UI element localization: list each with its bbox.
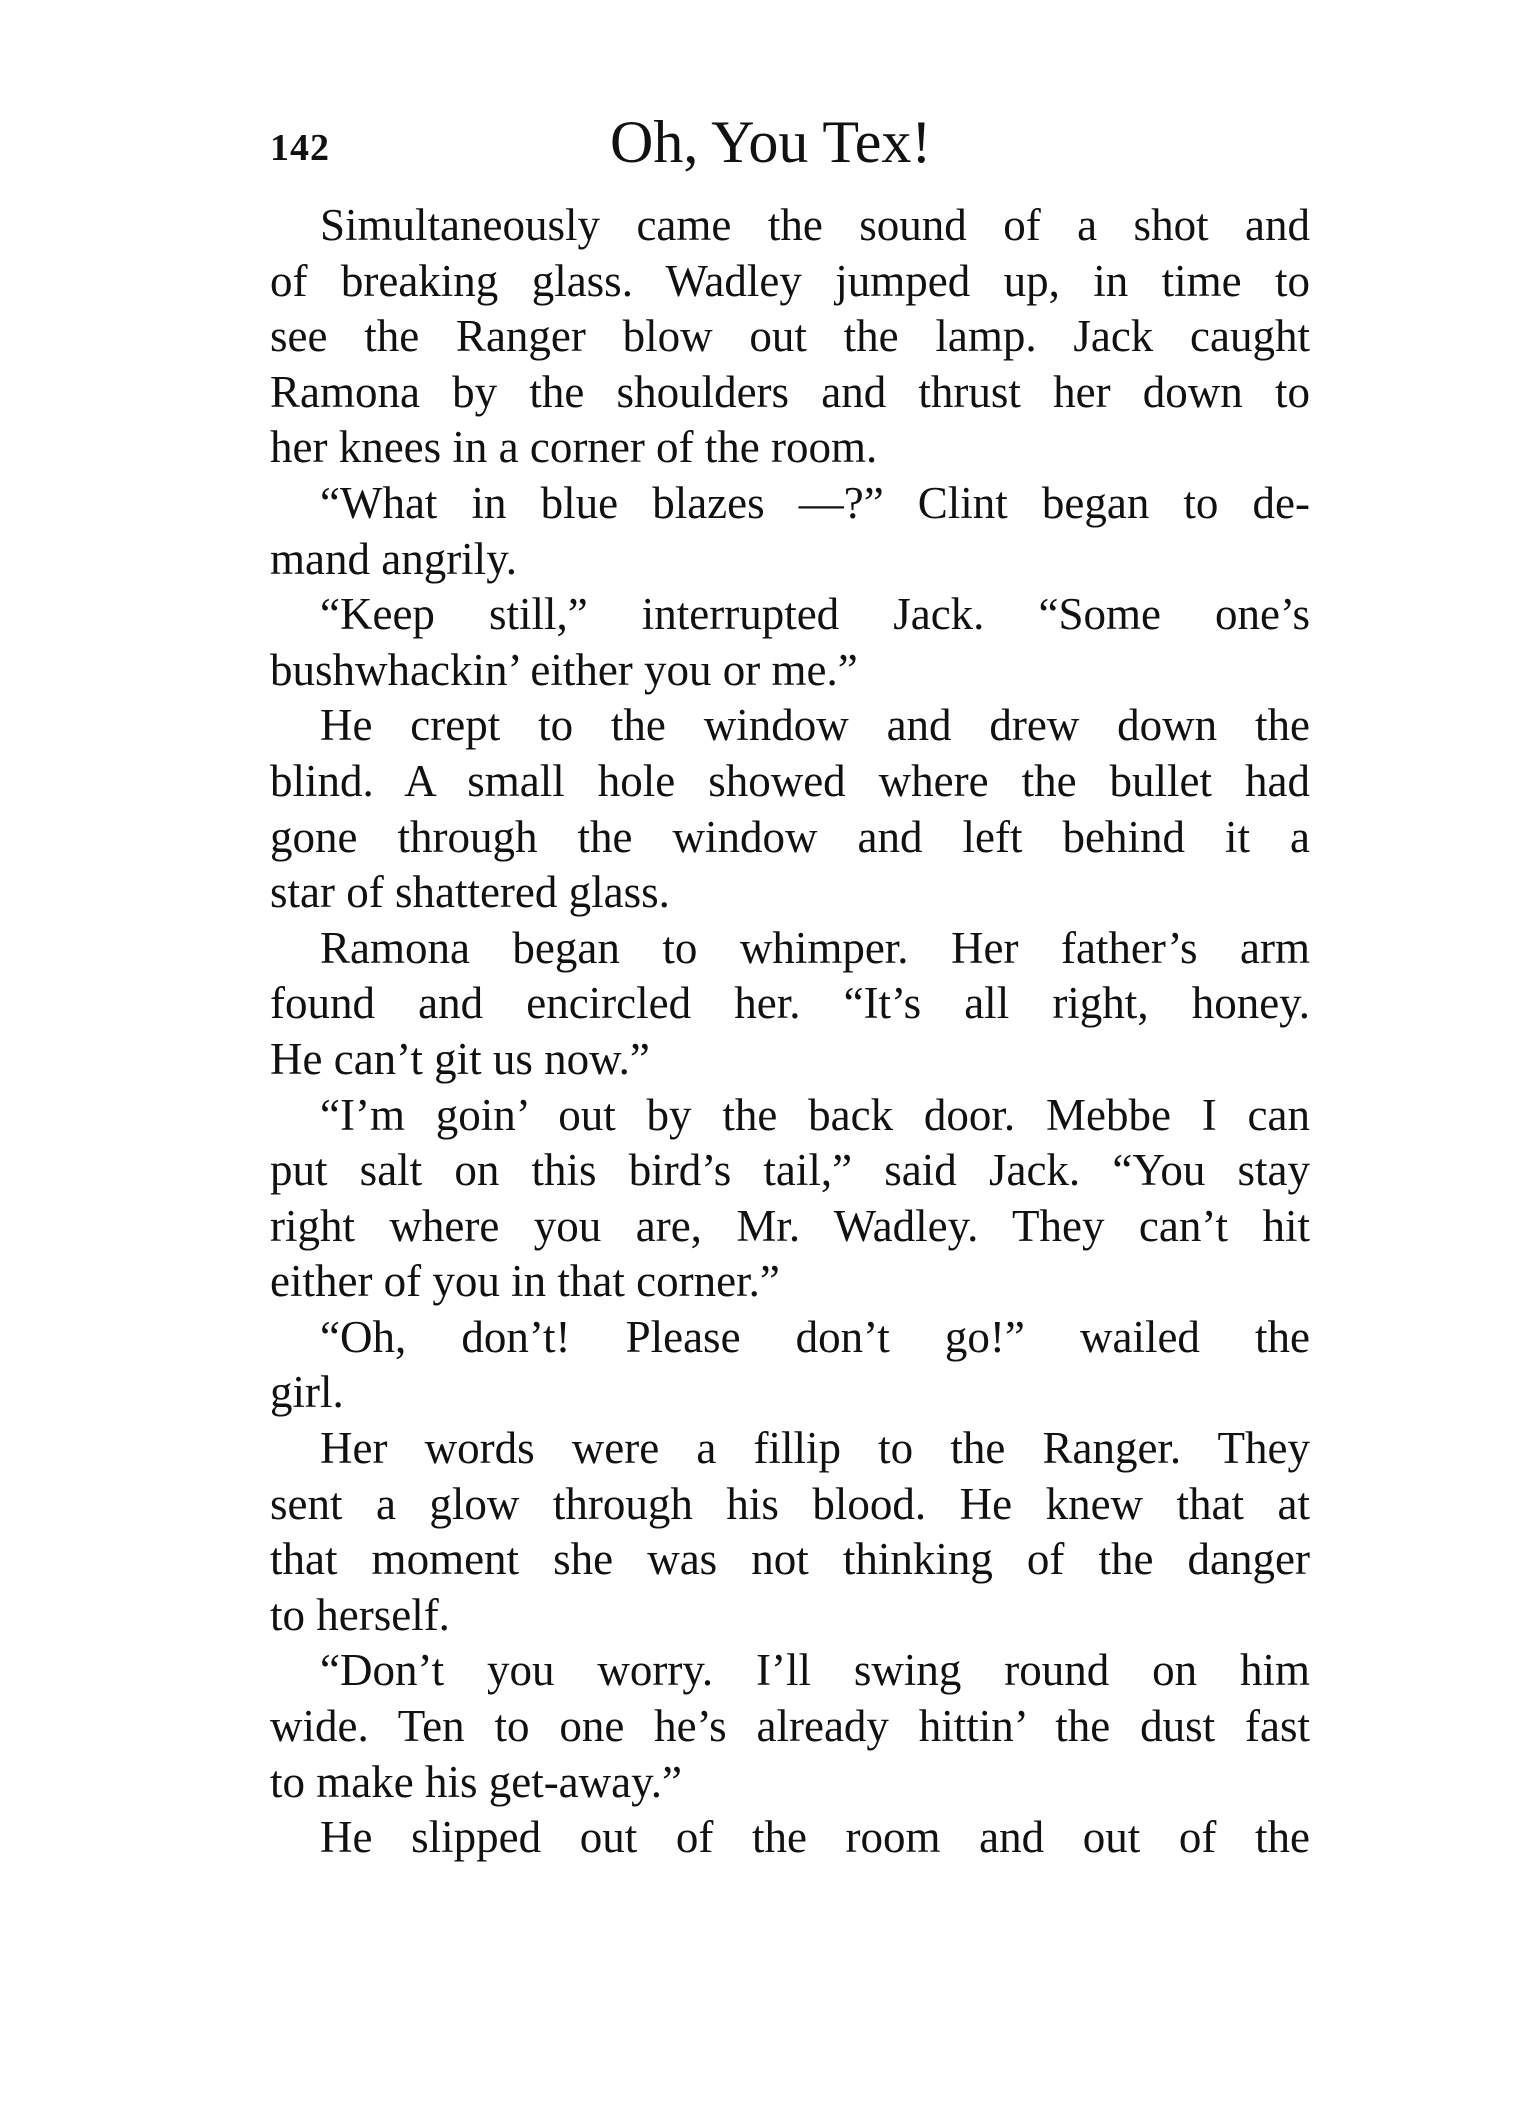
text-line: that moment she was not thinking of the danger	[270, 1534, 1310, 1585]
text-line: blind. A small hole showed where the bullet had	[270, 755, 1310, 806]
text-line: He can’t git us now.”	[270, 1033, 650, 1084]
running-title: Oh, You Tex!	[610, 109, 932, 175]
text-line: Her words were a fillip to the Ranger. They	[320, 1423, 1310, 1474]
text-line: her knees in a corner of the room.	[270, 422, 878, 473]
text-line: “Oh, don’t! Please don’t go!” wailed the	[320, 1311, 1310, 1362]
text-line: “Keep still,” interrupted Jack. “Some one’s	[320, 589, 1310, 640]
text-line: found and encircled her. “It’s all right, honey.	[270, 978, 1310, 1029]
text-line: mand angrily.	[270, 533, 518, 584]
text-line: bushwhackin’ either you or me.”	[270, 644, 858, 695]
text-line: wide. Ten to one he’s already hittin’ the dust fast	[270, 1701, 1310, 1752]
text-line: see the Ranger blow out the lamp. Jack caught	[270, 311, 1310, 362]
body-text	[270, 198, 1310, 1866]
text-line: put salt on this bird’s tail,” said Jack. “You stay	[270, 1145, 1310, 1196]
text-line: girl.	[270, 1367, 344, 1418]
text-line: sent a glow through his blood. He knew that at	[270, 1478, 1310, 1529]
page-header	[270, 108, 1310, 198]
text-line: to herself.	[270, 1589, 450, 1640]
text-line: of breaking glass. Wadley jumped up, in time to	[270, 255, 1310, 306]
text-line: “Don’t you worry. I’ll swing round on him	[320, 1645, 1310, 1696]
text-line: “What in blue blazes —?” Clint began to de-	[320, 477, 1310, 528]
page-number: 142	[270, 127, 330, 169]
text-line: Simultaneously came the sound of a shot and	[320, 200, 1310, 250]
text-line: Ramona began to whimper. Her father’s arm	[320, 922, 1310, 973]
text-line: either of you in that corner.”	[270, 1256, 780, 1307]
text-line: He crept to the window and drew down the	[320, 700, 1310, 751]
text-line: He slipped out of the room and out of the	[320, 1812, 1310, 1863]
text-line: right where you are, Mr. Wadley. They can’t hit	[270, 1200, 1310, 1251]
text-line: Ramona by the shoulders and thrust her down to	[270, 366, 1310, 417]
text-line: star of shattered glass.	[270, 867, 670, 918]
text-line: to make his get-away.”	[270, 1756, 682, 1807]
text-line: “I’m goin’ out by the back door. Mebbe I can	[320, 1089, 1310, 1140]
text-line: gone through the window and left behind it a	[270, 811, 1310, 862]
